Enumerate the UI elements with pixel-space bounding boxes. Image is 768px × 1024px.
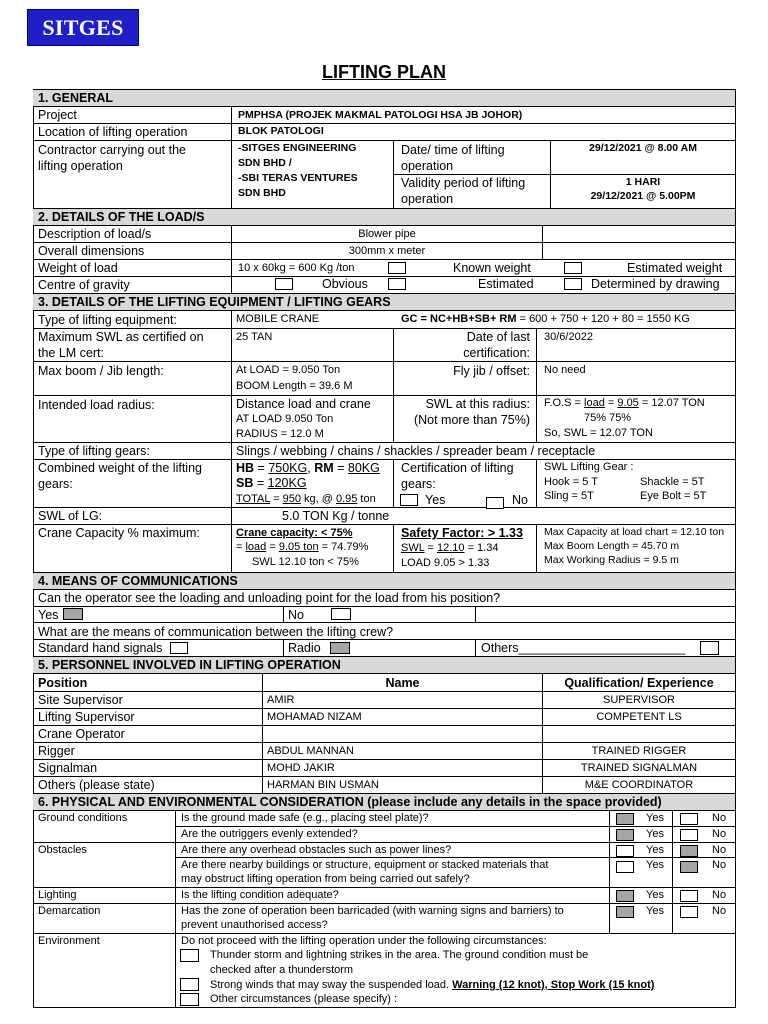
safety-factor-heading: Safety Factor: > 1.33	[401, 526, 523, 540]
load-description-label: Description of load/s	[38, 227, 152, 241]
yes-label: Yes	[646, 859, 664, 871]
thunderstorm-line2: checked after a thunderstorm	[210, 964, 354, 976]
safety-factor-calc-line1: SWL = 12.10 = 1.34	[401, 542, 499, 554]
section-personnel-heading: 5. PERSONNEL INVOLVED IN LIFTING OPERATION	[38, 658, 341, 672]
boom-length-label: Max boom / Jib length:	[38, 364, 164, 378]
contractor-label-line1: Contractor carrying out the	[38, 143, 186, 157]
strong-winds-checkbox[interactable]	[180, 978, 199, 991]
visibility-no-label: No	[288, 608, 304, 622]
location-label: Location of lifting operation	[38, 125, 188, 139]
operator-visibility-question: Can the operator see the loading and unloading point for the load from his position?	[38, 591, 501, 605]
cert-gears-label-line2: gears:	[401, 477, 436, 491]
weight-value: 10 x 60kg = 600 Kg /ton	[238, 262, 355, 274]
equipment-type-value: MOBILE CRANE	[236, 313, 320, 325]
personnel-position: Rigger	[38, 744, 75, 758]
cert-no-label: No	[512, 493, 528, 507]
visibility-no-checkbox[interactable]	[331, 608, 351, 620]
estimated-weight-label: Estimated weight	[627, 261, 723, 275]
obstacles-q1-no-checkbox[interactable]	[680, 845, 698, 857]
yes-label: Yes	[646, 889, 664, 901]
no-label: No	[712, 812, 727, 824]
max-capacity-note: Max Capacity at load chart = 12.10 ton	[544, 526, 725, 538]
obstacles-question-1: Are there any overhead obstacles such as power lines?	[181, 844, 452, 856]
combined-weight-hb-rm: HB = 750KG, RM = 80KG	[236, 461, 380, 475]
lighting-no-checkbox[interactable]	[680, 890, 698, 902]
demarcation-yes-checkbox[interactable]	[616, 906, 634, 918]
ground-q1-yes-checkbox[interactable]	[616, 813, 634, 825]
crane-capacity-calc-line1: = load = 9.05 ton = 74.79%	[236, 541, 369, 553]
location-value: BLOK PATOLOGI	[238, 125, 324, 137]
hand-signals-label: Standard hand signals	[38, 641, 163, 655]
cog-estimated-checkbox[interactable]	[388, 278, 406, 290]
personnel-qualification: COMPETENT LS	[596, 711, 682, 723]
swl-lg-value: 5.0 TON Kg / tonne	[282, 509, 390, 523]
page-title: LIFTING PLAN	[322, 62, 446, 82]
equipment-type-label: Type of lifting equipment:	[38, 313, 177, 327]
lighting-question: Is the lifting condition adequate?	[181, 889, 339, 901]
lighting-label: Lighting	[38, 889, 77, 901]
combined-weight-sb: SB = 120KG	[236, 476, 307, 490]
demarcation-no-checkbox[interactable]	[680, 906, 698, 918]
date-time-label-line1: Date/ time of lifting	[401, 143, 505, 157]
radius-value-line2: AT LOAD 9.050 Ton	[236, 413, 334, 425]
swl-radius-label-line1: SWL at this radius:	[425, 397, 530, 411]
cog-estimated-label: Estimated	[478, 277, 534, 291]
max-swl-value: 25 TAN	[236, 331, 273, 343]
no-label: No	[712, 889, 727, 901]
thunderstorm-line1: Thunder storm and lightning strikes in the area. The ground condition must be	[210, 949, 589, 961]
environment-instruction: Do not proceed with the lifting operation under the following circumstances:	[181, 935, 547, 947]
obvious-checkbox[interactable]	[275, 278, 293, 290]
load-description-value: Blower pipe	[358, 228, 416, 240]
personnel-position: Others (please state)	[38, 778, 155, 792]
estimated-weight-checkbox[interactable]	[564, 262, 582, 274]
validity-label-line1: Validity period of lifting	[401, 176, 526, 190]
personnel-col-name: Name	[385, 676, 420, 690]
contractor-value-line1: -SITGES ENGINEERING	[238, 142, 357, 154]
known-weight-label: Known weight	[453, 261, 531, 275]
ground-q1-no-checkbox[interactable]	[680, 813, 698, 825]
swl-gear-heading: SWL Lifting Gear :	[544, 461, 634, 473]
swl-radius-label-line2: (Not more than 75%)	[413, 413, 530, 427]
personnel-qualification: TRAINED SIGNALMAN	[580, 762, 698, 774]
section-physical-heading: 6. PHYSICAL AND ENVIRONMENTAL CONSIDERATION (please include any details in the space provided)	[38, 795, 662, 809]
determined-by-drawing-checkbox[interactable]	[564, 278, 582, 290]
fos-formula-line1: F.O.S = load = 9.05 = 12.07 TON	[544, 397, 705, 409]
section-load-heading: 2. DETAILS OF THE LOAD/S	[38, 210, 205, 224]
swl-gear-shackle: Shackle = 5T	[640, 476, 705, 488]
cert-no-checkbox[interactable]	[486, 497, 504, 509]
personnel-position: Crane Operator	[38, 727, 125, 741]
boom-value-line1: At LOAD = 9.050 Ton	[236, 364, 341, 376]
demarcation-label: Demarcation	[38, 905, 101, 917]
radius-value-line3: RADIUS = 12.0 M	[236, 428, 324, 440]
fly-jib-label: Fly jib / offset:	[453, 364, 530, 378]
personnel-name: MOHD JAKIR	[267, 762, 335, 774]
dimensions-label: Overall dimensions	[38, 244, 145, 258]
other-circumstances-text: Other circumstances (please specify) :	[210, 993, 398, 1005]
lifting-gears-type-label: Type of lifting gears:	[38, 444, 150, 458]
gross-capacity-formula: GC = NC+HB+SB+ RM = 600 + 750 + 120 + 80 = 1550 KG	[401, 313, 690, 325]
radius-value-line1: Distance load and crane	[236, 397, 371, 411]
crane-capacity-label: Crane Capacity % maximum:	[38, 526, 200, 540]
radio-checkbox[interactable]	[330, 642, 350, 654]
section-communications-heading: 4. MEANS OF COMMUNICATIONS	[38, 574, 238, 588]
lifting-gears-type-value: Slings / webbing / chains / shackles / spreader beam / receptacle	[236, 444, 596, 458]
project-value: PMPHSA (PROJEK MAKMAL PATOLOGI HSA JB JOHOR)	[238, 109, 523, 121]
max-boom-note: Max Boom Length = 45.70 m	[544, 540, 680, 552]
dimensions-value: 300mm x meter	[348, 245, 426, 257]
personnel-position: Site Supervisor	[38, 693, 123, 707]
combined-weight-total: TOTAL = 950 kg, @ 0.95 ton	[236, 493, 376, 505]
obstacles-q1-yes-checkbox[interactable]	[616, 845, 634, 857]
company-logo: SITGES	[27, 9, 139, 46]
max-radius-note: Max Working Radius = 9.5 m	[544, 554, 679, 566]
environment-label: Environment	[38, 935, 100, 947]
section-general-heading: 1. GENERAL	[38, 91, 114, 105]
thunderstorm-checkbox[interactable]	[180, 949, 199, 962]
communication-means-question: What are the means of communication between the lifting crew?	[38, 625, 394, 639]
ground-q2-no-checkbox[interactable]	[680, 829, 698, 841]
ground-question-2: Are the outriggers evenly extended?	[181, 828, 358, 840]
cert-yes-label: Yes	[425, 493, 446, 507]
obstacles-question-2-line1: Are there nearby buildings or structure, equipment or stacked materials that	[181, 859, 549, 871]
personnel-qualification: M&E COORDINATOR	[584, 779, 694, 791]
date-last-cert-label-line2: certification:	[463, 346, 530, 360]
personnel-qualification: TRAINED RIGGER	[591, 745, 687, 757]
no-label: No	[712, 859, 727, 871]
ground-question-1: Is the ground made safe (e.g., placing steel plate)?	[181, 812, 429, 824]
max-swl-label-line2: the LM cert:	[38, 346, 104, 360]
yes-label: Yes	[646, 828, 664, 840]
ground-q2-yes-checkbox[interactable]	[616, 829, 634, 841]
yes-label: Yes	[646, 844, 664, 856]
no-label: No	[712, 828, 727, 840]
personnel-name: AMIR	[267, 694, 295, 706]
swl-gear-hook: Hook = 5 T	[544, 476, 598, 488]
hand-signals-checkbox[interactable]	[170, 642, 188, 654]
no-label: No	[712, 905, 727, 917]
date-time-label-line2: operation	[401, 159, 454, 173]
obstacles-q2-yes-checkbox[interactable]	[616, 861, 634, 873]
ground-conditions-label: Ground conditions	[38, 812, 128, 824]
cert-yes-checkbox[interactable]	[400, 494, 418, 506]
combined-weight-label-line1: Combined weight of the lifting	[38, 461, 202, 475]
contractor-value-line3: -SBI TERAS VENTURES	[238, 172, 358, 184]
demarcation-question-line1: Has the zone of operation been barricaded (with warning signs and barriers) to	[181, 905, 564, 917]
date-time-value: 29/12/2021 @ 8.00 AM	[589, 142, 697, 154]
demarcation-question-line2: prevent unauthorised access?	[181, 919, 328, 931]
radio-label: Radio	[288, 641, 321, 655]
validity-value-line2: 29/12/2021 @ 5.00PM	[590, 190, 696, 202]
obstacles-question-2-line2: may obstruct lifting operation from being carried out safely?	[181, 873, 470, 885]
obstacles-label: Obstacles	[38, 844, 87, 856]
cert-gears-label-line1: Certification of lifting	[401, 461, 514, 475]
yes-label: Yes	[646, 812, 664, 824]
personnel-position: Lifting Supervisor	[38, 710, 135, 724]
swl-lg-label: SWL of LG:	[38, 509, 103, 523]
date-last-cert-value: 30/6/2022	[544, 331, 593, 343]
visibility-yes-checkbox[interactable]	[63, 608, 83, 620]
determined-by-drawing-label: Determined by drawing	[591, 277, 720, 291]
swl-gear-eyebolt: Eye Bolt = 5T	[640, 490, 707, 502]
personnel-col-position: Position	[38, 676, 88, 690]
obstacles-q2-no-checkbox[interactable]	[680, 861, 698, 873]
personnel-col-qualification: Qualification/ Experience	[564, 676, 714, 690]
max-swl-label-line1: Maximum SWL as certified on	[38, 330, 204, 344]
combined-weight-label-line2: gears:	[38, 477, 73, 491]
others-label: Others________________________	[481, 641, 686, 655]
personnel-qualification: SUPERVISOR	[603, 694, 675, 706]
fly-jib-value: No need	[544, 364, 586, 376]
safety-factor-calc-line2: LOAD 9.05 > 1.33	[401, 557, 490, 569]
yes-label: Yes	[646, 905, 664, 917]
project-label: Project	[38, 108, 77, 122]
date-last-cert-label-line1: Date of last	[466, 330, 530, 344]
validity-label-line2: operation	[401, 192, 454, 206]
boom-value-line2: BOOM Length = 39.6 M	[236, 380, 353, 392]
lighting-yes-checkbox[interactable]	[616, 890, 634, 902]
swl-gear-sling: Sling = 5T	[544, 490, 594, 502]
strong-winds-text: Strong winds that may sway the suspended load. Warning (12 knot), Stop Work (15 knot)	[210, 979, 655, 991]
crane-capacity-heading: Crane capacity: < 75%	[236, 527, 353, 539]
fos-formula-line3: So, SWL = 12.07 TON	[544, 427, 653, 439]
personnel-name: HARMAN BIN USMAN	[267, 779, 379, 791]
load-radius-label: Intended load radius:	[38, 398, 155, 412]
no-label: No	[712, 844, 727, 856]
crane-capacity-calc-line2: SWL 12.10 ton < 75%	[252, 556, 359, 568]
validity-value-line1: 1 HARI	[625, 176, 661, 188]
personnel-name: ABDUL MANNAN	[267, 745, 354, 757]
other-circumstances-checkbox[interactable]	[180, 993, 199, 1006]
centre-of-gravity-label: Centre of gravity	[38, 278, 130, 292]
section-equipment-heading: 3. DETAILS OF THE LIFTING EQUIPMENT / LIFTING GEARS	[38, 295, 391, 309]
contractor-label-line2: lifting operation	[38, 159, 123, 173]
contractor-value-line4: SDN BHD	[238, 187, 286, 199]
obvious-label: Obvious	[322, 277, 368, 291]
contractor-value-line2: SDN BHD /	[238, 157, 292, 169]
personnel-name: MOHAMAD NIZAM	[267, 711, 362, 723]
others-checkbox[interactable]	[700, 641, 719, 655]
visibility-yes-label: Yes	[38, 608, 59, 622]
fos-formula-line2: 75% 75%	[584, 412, 632, 424]
personnel-position: Signalman	[38, 761, 98, 775]
weight-label: Weight of load	[38, 261, 118, 275]
known-weight-checkbox[interactable]	[388, 262, 406, 274]
